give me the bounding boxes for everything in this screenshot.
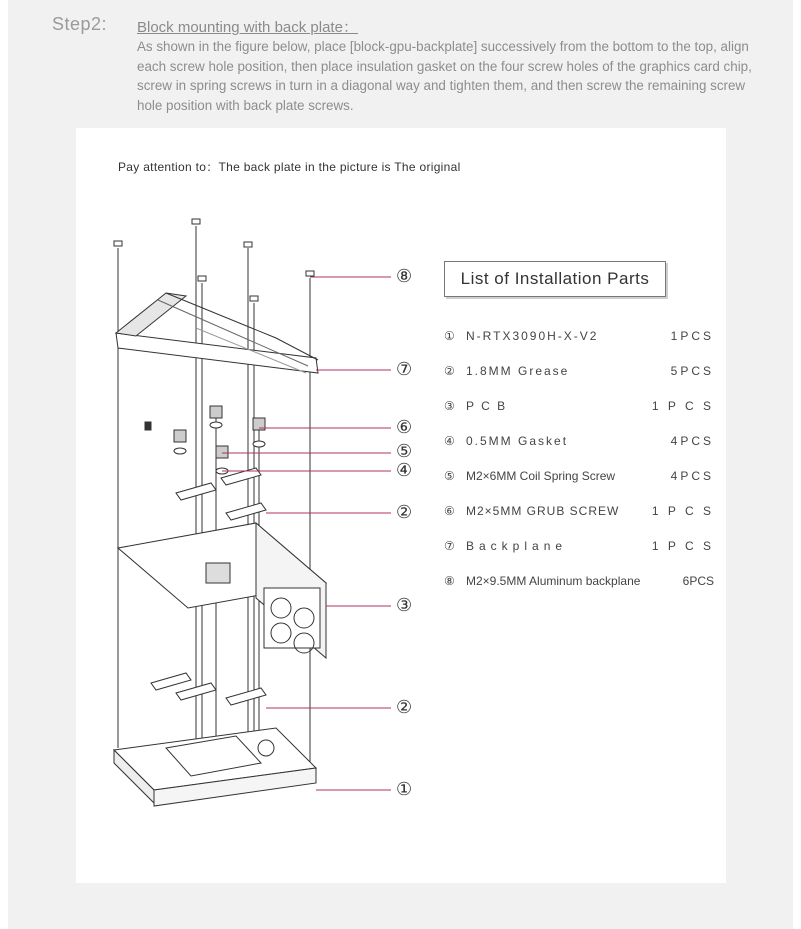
backplate-part xyxy=(116,293,318,373)
list-item xyxy=(444,563,714,598)
part-number: ⑧ xyxy=(444,573,455,588)
list-item xyxy=(444,353,714,388)
part-name: M2×6MM Coil Spring Screw xyxy=(466,468,616,483)
part-quantity: 5PCS xyxy=(670,363,714,378)
part-name: 0.5MM Gasket xyxy=(466,433,569,448)
list-item xyxy=(444,423,714,458)
part-quantity: 1 P C S xyxy=(651,538,714,553)
parts-list xyxy=(444,318,714,598)
part-name: N-RTX3090H-X-V2 xyxy=(466,328,599,343)
callout-number: ⑦ xyxy=(396,359,413,379)
list-item xyxy=(444,388,714,423)
list-item xyxy=(444,318,714,353)
part-number: ⑥ xyxy=(444,503,455,518)
part-quantity: 1 P C S xyxy=(651,398,714,413)
part-name: M2×9.5MM Aluminum backplane xyxy=(466,573,641,588)
part-name: M2×5MM GRUB SCREW xyxy=(466,503,620,518)
thermal-pads-lower xyxy=(151,673,266,705)
part-number: ⑦ xyxy=(444,538,455,553)
part-quantity: 6PCS xyxy=(682,573,714,588)
callout-number: ② xyxy=(396,502,413,522)
step-label: Step2: xyxy=(52,14,108,34)
callout-number: ⑤ xyxy=(396,441,413,461)
water-block-part xyxy=(114,728,316,806)
list-item xyxy=(444,493,714,528)
callout-number: ④ xyxy=(396,460,413,480)
top-screws xyxy=(114,219,314,301)
part-number: ② xyxy=(444,363,455,378)
part-name: Backplane xyxy=(466,538,568,553)
part-quantity: 1 P C S xyxy=(651,503,714,518)
step-description: As shown in the figure below, place [block-gpu-backplate] successively from the bottom to the top, align each screw hole position, then place insulation gasket on the four screw holes of the graphics card chip, screw in spring screws in turn in a diagonal way and tighten them, and then screw the remaining screw hole position with back plate screws. xyxy=(137,39,752,113)
thermal-pads-upper xyxy=(176,468,266,520)
parts-list-title: List of Installation Parts xyxy=(444,261,666,297)
callout-number: ⑧ xyxy=(396,266,413,286)
part-name: 1.8MM Grease xyxy=(466,363,570,378)
step-title: Block mounting with back plate： xyxy=(137,19,358,36)
pcb-part xyxy=(118,523,326,658)
part-number: ④ xyxy=(444,433,455,448)
part-quantity: 1PCS xyxy=(670,328,714,343)
callout-number: ② xyxy=(396,697,413,717)
grub-screw xyxy=(145,422,151,430)
callout-number: ① xyxy=(396,779,413,799)
part-quantity: 4PCS xyxy=(670,468,714,483)
part-number: ① xyxy=(444,328,455,343)
part-quantity: 4PCS xyxy=(670,433,714,448)
list-item xyxy=(444,458,714,493)
list-item xyxy=(444,528,714,563)
part-number: ③ xyxy=(444,398,455,413)
diagram-panel xyxy=(76,128,726,883)
callout-number: ⑥ xyxy=(396,417,413,437)
callout-number: ③ xyxy=(396,595,413,615)
notice-text: Pay attention to：The back plate in the picture is The original xyxy=(118,160,461,174)
spring-screws xyxy=(174,406,265,458)
part-number: ⑤ xyxy=(444,468,455,483)
part-name: P C B xyxy=(466,398,508,413)
